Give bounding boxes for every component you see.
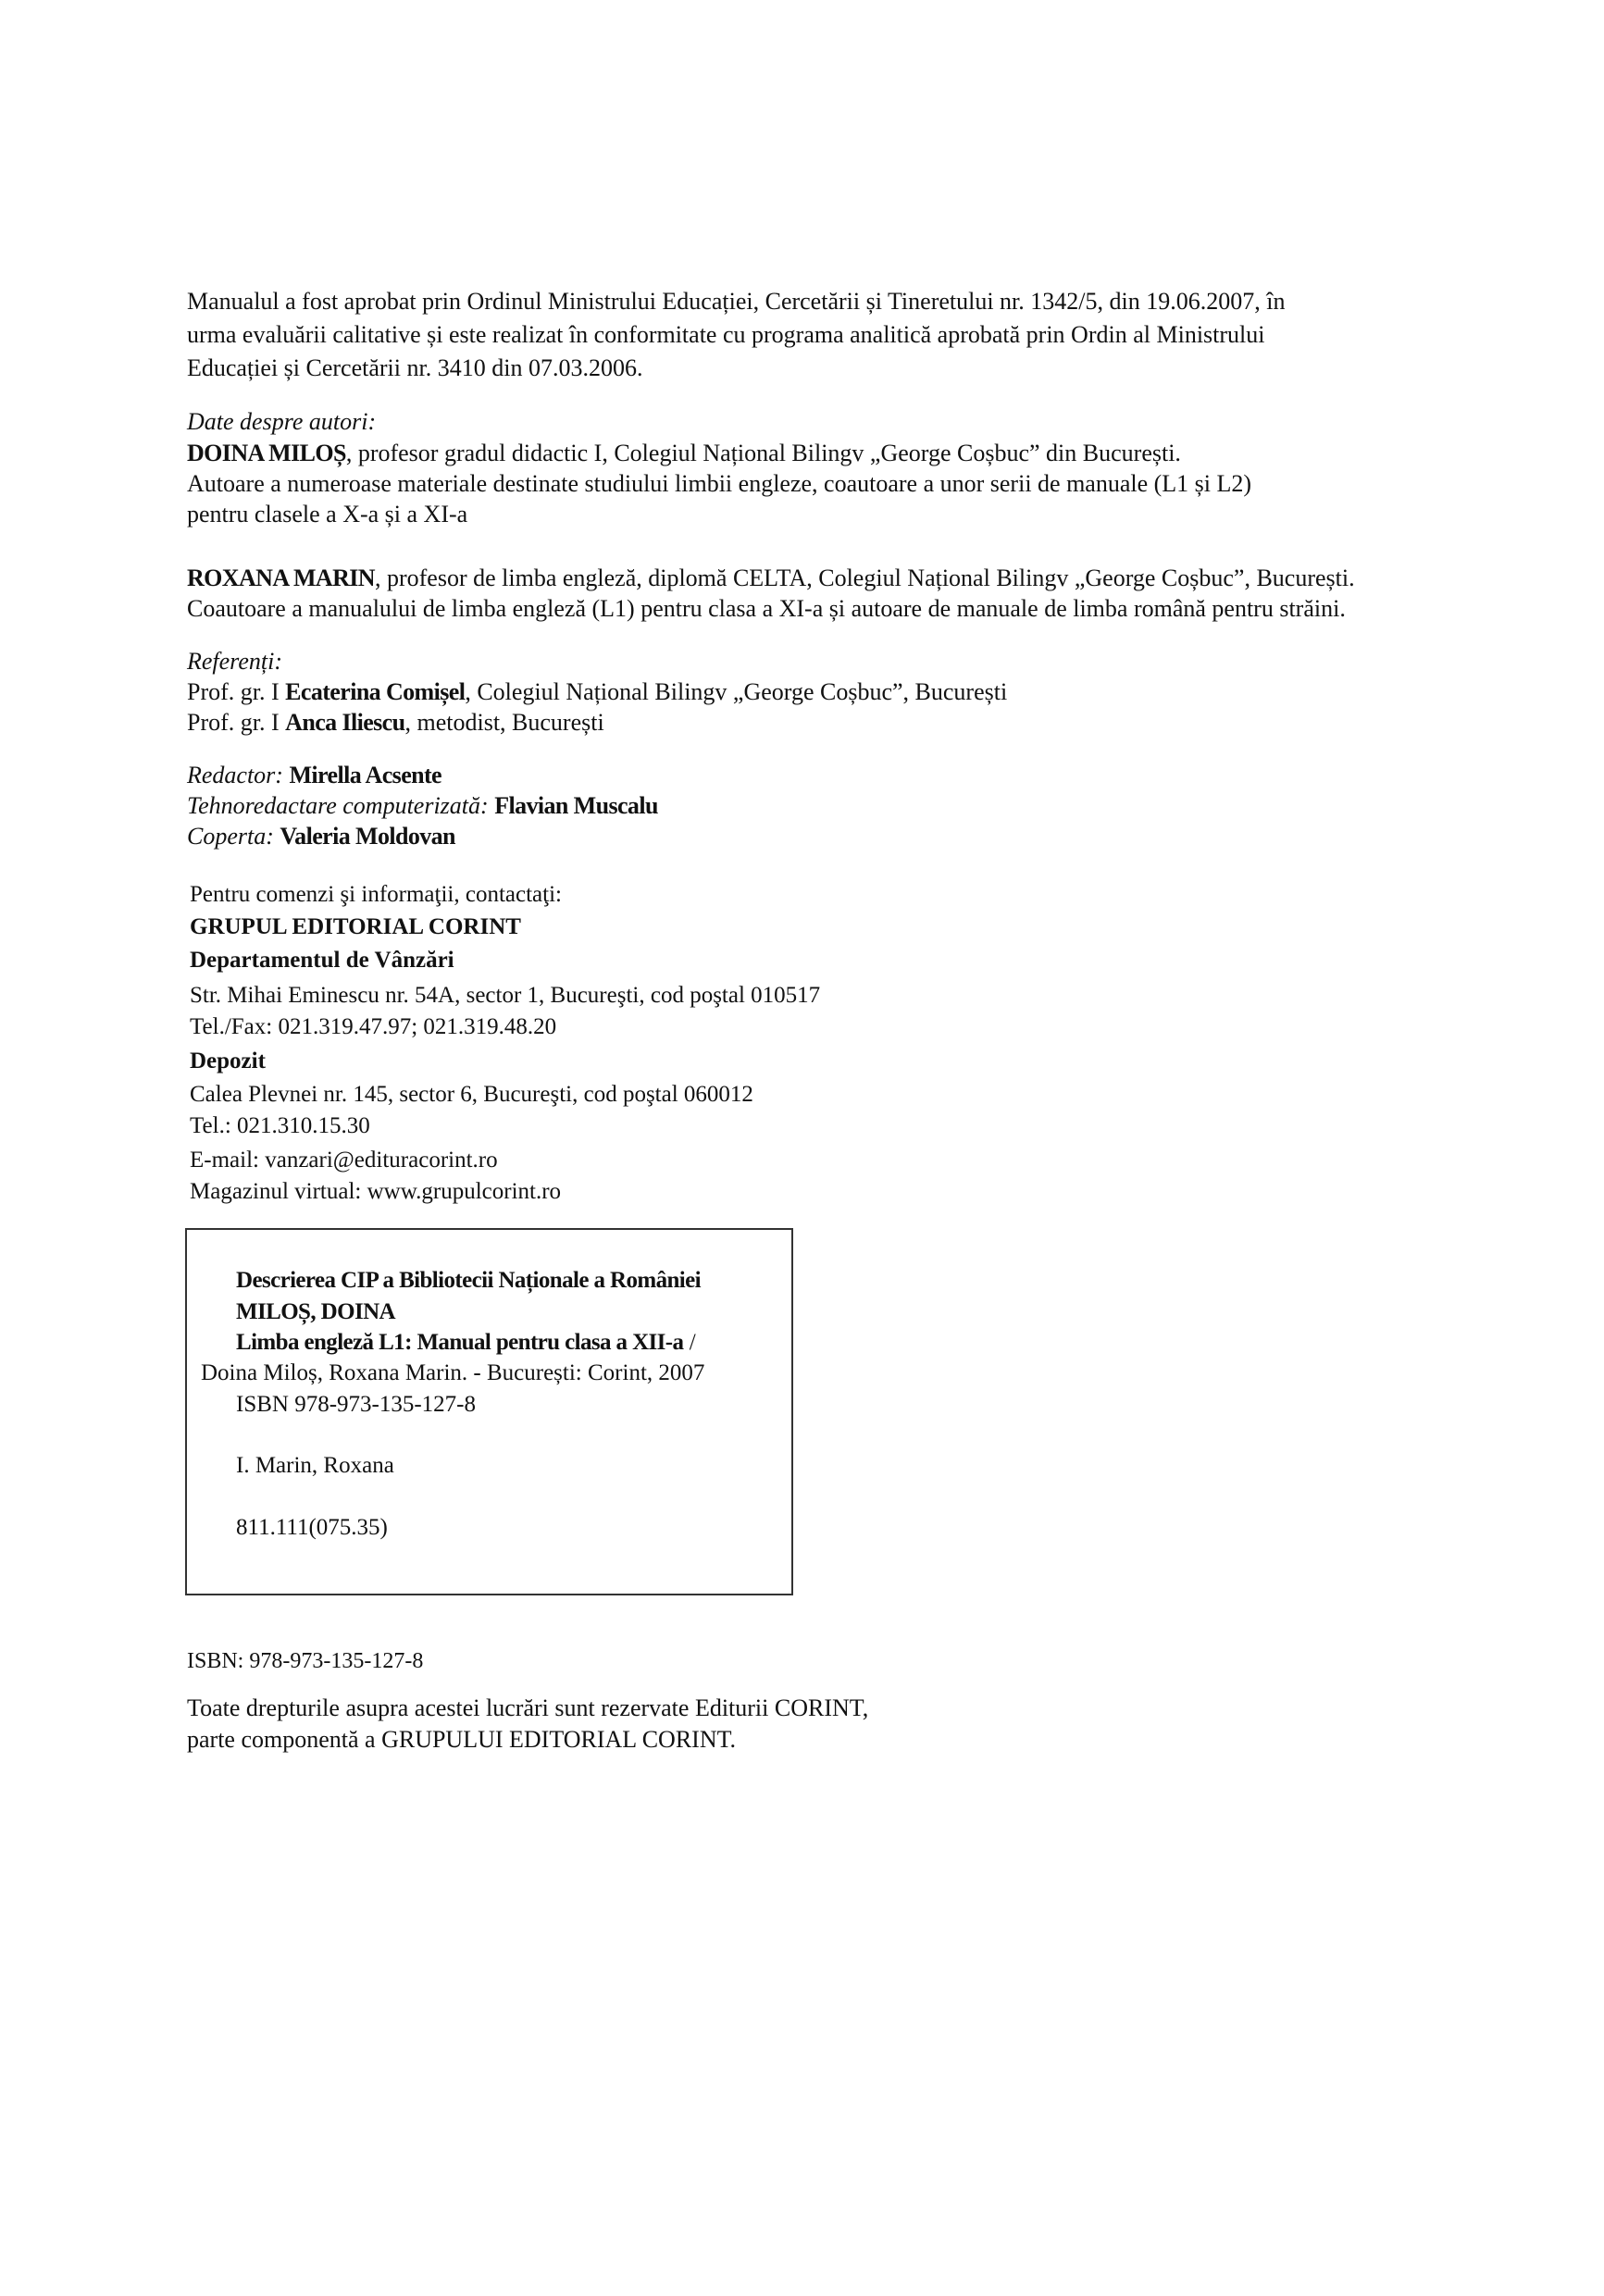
cip-udc: 811.111(075.35): [236, 1515, 388, 1540]
referee-title: Prof. gr. I: [187, 678, 286, 705]
publisher-name: GRUPUL EDITORIAL CORINT: [190, 914, 521, 939]
referee-line: [187, 676, 1007, 709]
cip-isbn: ISBN 978-973-135-127-8: [236, 1392, 477, 1417]
depot-address: Calea Plevnei nr. 145, sector 6, Bucureşti, cod poştal 060012: [190, 1082, 753, 1107]
referee-name: Anca Iliescu: [285, 709, 405, 736]
credit-label: Coperta:: [187, 823, 280, 850]
approval-line: urma evaluării calitative și este realizat în conformitate cu programa analitică aprobată prin Ordin al Ministrului: [187, 321, 1265, 348]
author-1-desc: , profesor gradul didactic I, Colegiul Național Bilingv „George Coșbuc” din București.: [345, 440, 1181, 466]
rights-line: Toate drepturile asupra acestei lucrări sunt rezervate Editurii CORINT,: [187, 1694, 869, 1721]
credit-name: Mirella Acsente: [289, 762, 441, 788]
cip-added-entry: I. Marin, Roxana: [236, 1453, 394, 1478]
author-1-name: DOINA MILOȘ: [187, 440, 346, 466]
depot-heading: Depozit: [190, 1049, 266, 1074]
referees-heading: Referenți:: [187, 648, 282, 675]
cip-title: Descrierea CIP a Bibliotecii Naționale a României: [236, 1268, 701, 1293]
referee-name: Ecaterina Comișel: [285, 678, 466, 705]
cip-responsibility: Doina Miloș, Roxana Marin. - București: Corint, 2007: [201, 1360, 705, 1385]
author-1-line: [187, 437, 1181, 470]
cip-slash: /: [683, 1330, 696, 1355]
sales-dept-heading: Departamentul de Vânzări: [190, 948, 454, 973]
cip-book: Limba engleză L1: Manual pentru clasa a XII-a: [236, 1330, 684, 1355]
credit-label: Tehnoredactare computerizată:: [187, 792, 495, 819]
author-1-line: Autoare a numeroase materiale destinate studiului limbii engleze, coautoare a unor serii de manuale (L1 și L2): [187, 470, 1252, 497]
footer-isbn: ISBN: 978-973-135-127-8: [187, 1649, 424, 1673]
rights-line: parte componentă a GRUPULUI EDITORIAL CORINT.: [187, 1726, 737, 1753]
contact-website: Magazinul virtual: www.grupulcorint.ro: [190, 1179, 562, 1204]
author-2-line: [187, 562, 1355, 595]
sales-phone: Tel./Fax: 021.319.47.97; 021.319.48.20: [190, 1014, 557, 1039]
cip-author: MILOȘ, DOINA: [236, 1299, 395, 1324]
depot-phone: Tel.: 021.310.15.30: [190, 1113, 370, 1138]
author-2-name: ROXANA MARIN: [187, 565, 375, 591]
credit-coperta: [187, 820, 455, 853]
credit-tehnoredactare: [187, 789, 658, 823]
credit-redactor: [187, 759, 441, 792]
author-1-line: pentru clasele a X-a și a XI-a: [187, 501, 468, 527]
approval-line: Educației și Cercetării nr. 3410 din 07.03.2006.: [187, 354, 643, 381]
approval-line: Manualul a fost aprobat prin Ordinul Ministrului Educației, Cercetării și Tineretului nr. 1342/5, din 19.06.2007, în: [187, 288, 1286, 315]
referee-affiliation: , metodist, București: [404, 709, 604, 736]
author-2-line: Coautoare a manualului de limba engleză (L1) pentru clasa a XI-a și autoare de manuale de limba română pentru străini.: [187, 595, 1346, 622]
contact-intro: Pentru comenzi şi informaţii, contactaţi:: [190, 882, 562, 907]
credit-name: Flavian Muscalu: [494, 792, 658, 819]
referee-title: Prof. gr. I: [187, 709, 286, 736]
authors-heading: Date despre autori:: [187, 408, 377, 435]
credit-label: Redactor:: [187, 762, 290, 788]
sales-address: Str. Mihai Eminescu nr. 54A, sector 1, Bucureşti, cod poştal 010517: [190, 983, 821, 1008]
author-2-desc: , profesor de limba engleză, diplomă CELTA, Colegiul Național Bilingv „George Coșbuc”, București.: [374, 565, 1355, 591]
credit-name: Valeria Moldovan: [280, 823, 455, 850]
cip-book-title: [236, 1326, 696, 1359]
referee-line: [187, 706, 604, 739]
referee-affiliation: , Colegiul Național Bilingv „George Coșbuc”, București: [465, 678, 1008, 705]
contact-email: E-mail: vanzari@edituracorint.ro: [190, 1148, 498, 1173]
